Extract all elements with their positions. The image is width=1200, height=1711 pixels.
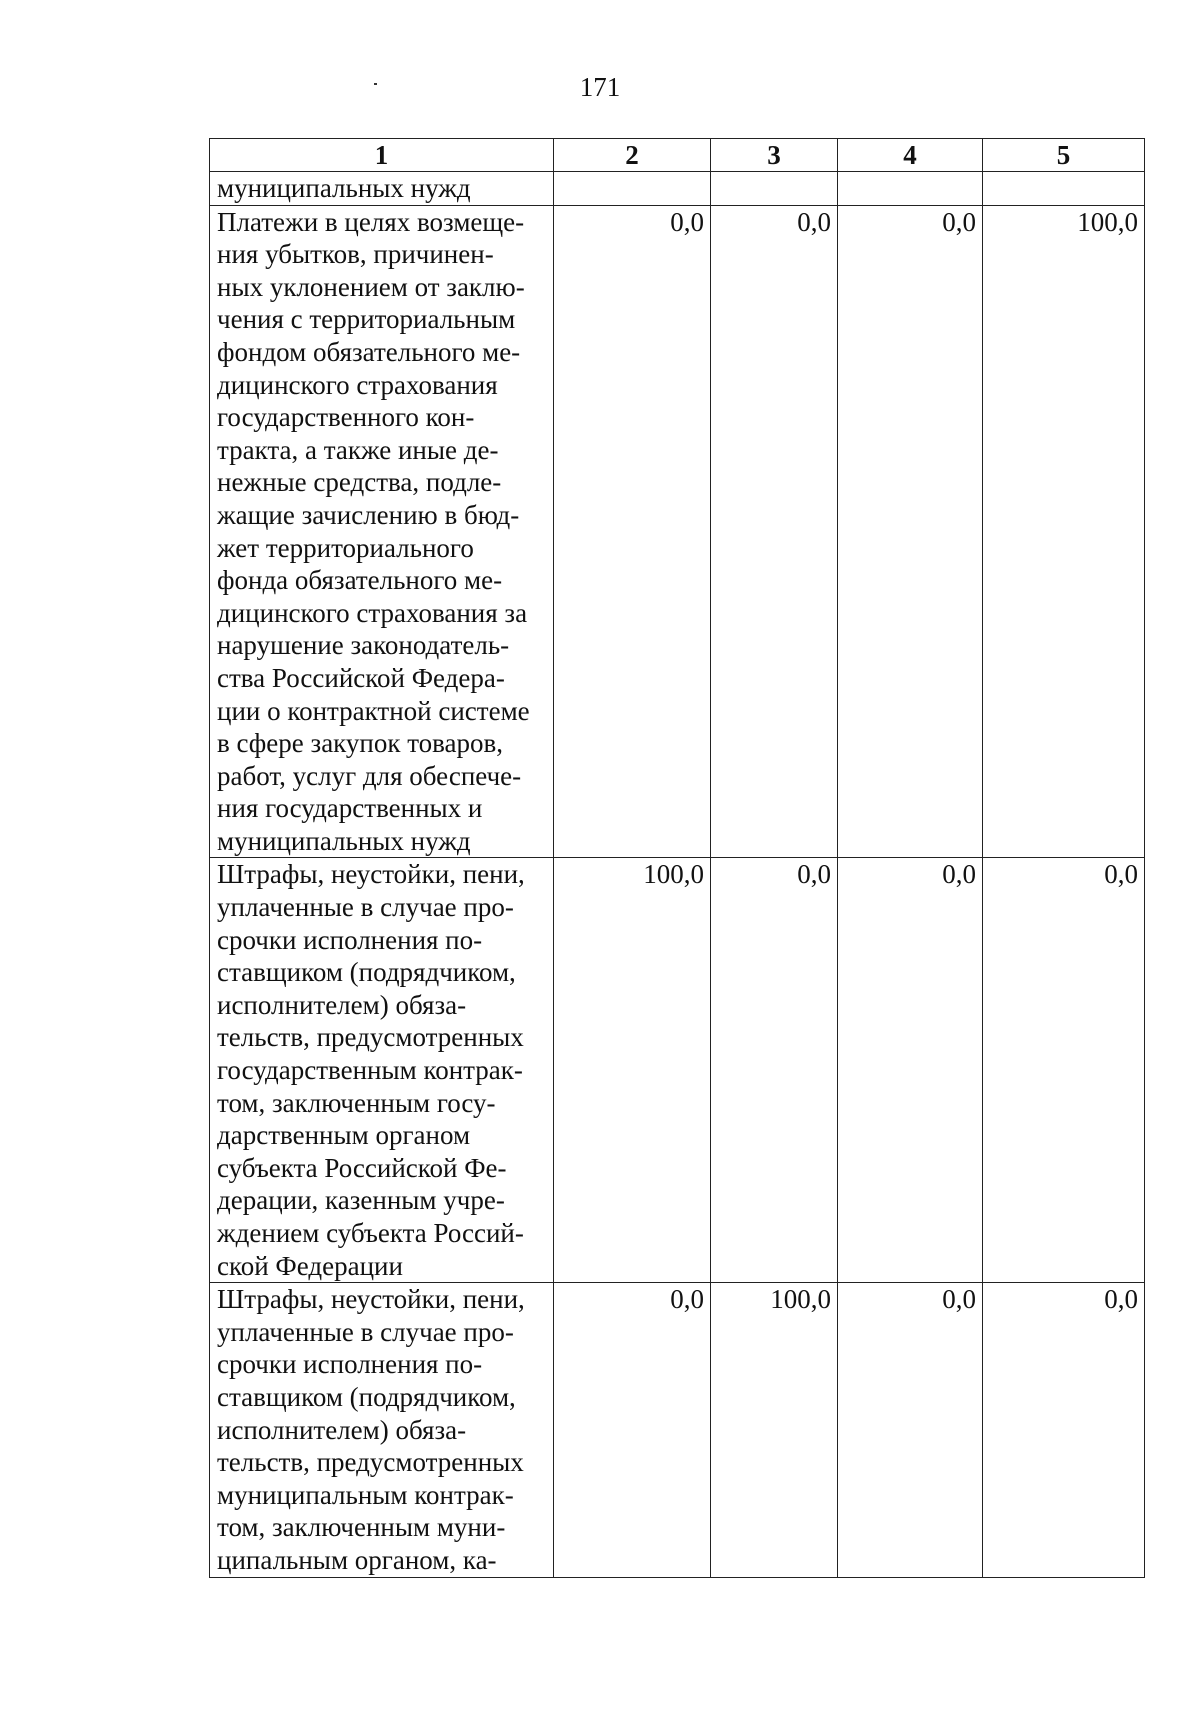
value-cell (838, 172, 983, 206)
row-label-line: срочки исполнения по- (217, 924, 483, 955)
row-label-line: ния убытков, причинен- (217, 239, 494, 270)
row-label-line: том, заключенным госу- (217, 1087, 496, 1118)
row-label-line: дицинского страхования за (217, 597, 528, 628)
row-label-line: жащие зачислению в бюд- (217, 499, 520, 530)
row-label-line: ской Федерации (217, 1250, 403, 1281)
row-label-line: нежные средства, подле- (217, 467, 502, 498)
row-label-line: муниципальных нужд (217, 825, 471, 856)
row-label-line: исполнителем) обяза- (217, 989, 467, 1020)
row-label-line: муниципальных нужд (217, 173, 471, 203)
row-label-line: чения с территориальным (217, 304, 516, 335)
row-label-line: Штрафы, неустойки, пени, (217, 859, 525, 890)
table-row (210, 1283, 1145, 1577)
row-label-line: том, заключенным муни- (217, 1512, 506, 1543)
table-row (210, 858, 1145, 1283)
row-label-line: дарственным органом (217, 1120, 471, 1151)
value-cell (983, 172, 1145, 206)
value-cell: 100,0 (711, 1283, 838, 1577)
value-cell: 0,0 (983, 858, 1145, 1283)
value-cell: 0,0 (983, 1283, 1145, 1577)
row-label-line: работ, услуг для обеспече- (217, 760, 522, 791)
row-label-line: ставщиком (подрядчиком, (217, 1381, 516, 1412)
column-header: 5 (983, 139, 1145, 172)
page-number: 171 (579, 72, 621, 102)
value-cell: 100,0 (983, 205, 1145, 858)
row-label-cell (210, 172, 554, 206)
value-cell: 0,0 (838, 858, 983, 1283)
row-label-line: государственного кон- (217, 402, 475, 433)
value-cell: 0,0 (711, 205, 838, 858)
table-row (210, 205, 1145, 858)
row-label-line: ства Российской Федера- (217, 662, 505, 693)
row-label-line: Платежи в целях возмеще- (217, 206, 525, 237)
row-label-line: исполнителем) обяза- (217, 1414, 467, 1445)
row-label-line: дерации, казенным учре- (217, 1185, 505, 1216)
row-label-line: уплаченные в случае про- (217, 1316, 514, 1347)
row-label-line: фонда обязательного ме- (217, 565, 503, 596)
row-label-line: субъекта Российской Фе- (217, 1152, 507, 1183)
row-label-line: государственным контрак- (217, 1055, 523, 1086)
value-cell: 0,0 (711, 858, 838, 1283)
row-label-line: дицинского страхования (217, 369, 498, 400)
row-label-line: тельств, предусмотренных (217, 1447, 524, 1478)
column-header: 3 (711, 139, 838, 172)
row-label-cell (210, 1283, 554, 1577)
table-body (210, 172, 1145, 1578)
row-label-line: ставщиком (подрядчиком, (217, 957, 516, 988)
row-label-line: Штрафы, неустойки, пени, (217, 1284, 525, 1315)
row-label-line: ных уклонением от заклю- (217, 271, 525, 302)
row-label-line: ции о контрактной системе (217, 695, 530, 726)
value-cell (711, 172, 838, 206)
row-label-line: жет территориального (217, 532, 474, 563)
row-label-line: срочки исполнения по- (217, 1349, 483, 1380)
value-cell: 100,0 (554, 858, 711, 1283)
scan-speck (374, 83, 377, 85)
column-header: 4 (838, 139, 983, 172)
row-label-line: ципальным органом, ка- (217, 1544, 497, 1575)
row-label-line: уплаченные в случае про- (217, 892, 514, 923)
value-cell: 0,0 (554, 205, 711, 858)
value-cell: 0,0 (838, 205, 983, 858)
row-label-line: нарушение законодатель- (217, 630, 510, 661)
row-label-cell (210, 205, 554, 858)
row-label-line: тельств, предусмотренных (217, 1022, 524, 1053)
row-label-line: муниципальным контрак- (217, 1479, 514, 1510)
value-cell: 0,0 (554, 1283, 711, 1577)
table-row (210, 172, 1145, 206)
column-header: 1 (210, 139, 554, 172)
row-label-line: ния государственных и (217, 793, 483, 824)
row-label-line: тракта, а также иные де- (217, 434, 499, 465)
value-cell: 0,0 (838, 1283, 983, 1577)
row-label-line: ждением субъекта Россий- (217, 1218, 524, 1248)
data-table (209, 138, 1145, 1578)
row-label-cell (210, 858, 554, 1283)
column-header: 2 (554, 139, 711, 172)
row-label-line: фондом обязательного ме- (217, 336, 521, 367)
value-cell (554, 172, 711, 206)
row-label-line: в сфере закупок товаров, (217, 728, 504, 759)
table-header-row (210, 139, 1145, 172)
